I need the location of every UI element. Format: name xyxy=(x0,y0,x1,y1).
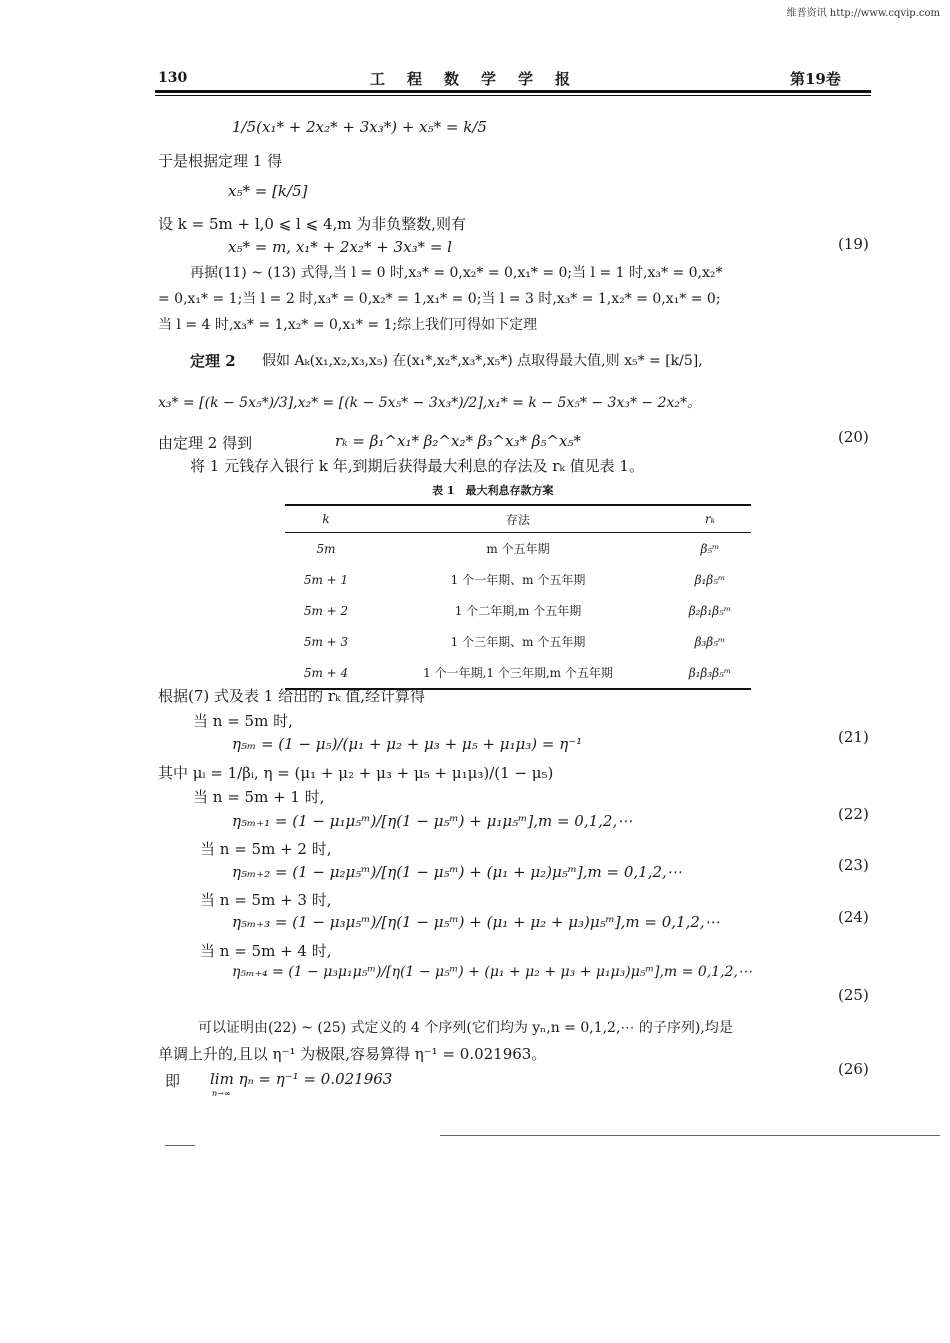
table-cell-method: 1 个一年期,1 个三年期,m 个五年期 xyxy=(423,666,613,680)
table-cell-method: 1 个二年期,m 个五年期 xyxy=(454,604,582,618)
paragraph-proof-line1: 可以证明由(22) ~ (25) 式定义的 4 个序列(它们均为 yₙ,n = 0,1,2,⋯ 的子序列),均是 xyxy=(198,1020,733,1036)
table-cell-k: 5m + 2 xyxy=(303,603,349,618)
paragraph-proof-line2: 单调上升的,且以 η⁻¹ 为极限,容易算得 η⁻¹ = 0.021963。 xyxy=(158,1045,547,1063)
journal-title: 工程数学学报 xyxy=(370,70,593,88)
watermark: 维普资讯 http://www.cqvip.com xyxy=(786,8,940,19)
theorem2-statement-line1: 假如 Aₖ(x₁,x₂,x₃,x₅) 在(x₁*,x₂*,x₃*,x₅*) 点取得最大值,则 x₅* = [k/5], xyxy=(262,353,703,369)
table-cell-rk: β₃β₅ᵐ xyxy=(694,634,726,649)
table-cell-k: 5m + 4 xyxy=(303,665,349,680)
table-cell-k: 5m + 3 xyxy=(303,634,349,649)
table-cell-rk: β₅ᵐ xyxy=(700,541,720,556)
table1 xyxy=(285,504,751,690)
equation-26-limit-subscript: n→∞ xyxy=(212,1089,231,1098)
equation-25: η₅ₘ₊₄ = (1 − μ₃μ₁μ₅ᵐ)/[η(1 − μ₅ᵐ) + (μ₁ + μ₂ + μ₃ + μ₁μ₃)μ₅ᵐ],m = 0,1,2,⋯ xyxy=(232,964,752,980)
table-row xyxy=(285,564,751,595)
equation-number-24: (24) xyxy=(838,908,869,926)
table-header-method: 存法 xyxy=(367,505,669,533)
equation-24: η₅ₘ₊₃ = (1 − μ₃μ₅ᵐ)/[η(1 − μ₅ᵐ) + (μ₁ + μ₂ + μ₃)μ₅ᵐ],m = 0,1,2,⋯ xyxy=(232,913,720,931)
equation-19: x₅* = m, x₁* + 2x₂* + 3x₃* = l xyxy=(228,238,452,256)
header-rule-thick xyxy=(155,90,871,93)
table-header-rk: rₖ xyxy=(669,505,751,533)
case-5m-plus-2: 当 n = 5m + 2 时, xyxy=(200,840,332,858)
case-5m-plus-4: 当 n = 5m + 4 时, xyxy=(200,942,332,960)
table1-title: 表 1 最大利息存款方案 xyxy=(432,484,554,497)
case-5m-plus-3: 当 n = 5m + 3 时, xyxy=(200,891,332,909)
equation-number-21: (21) xyxy=(838,728,869,746)
table-cell-method: m 个五年期 xyxy=(486,542,550,556)
equation-26: lim ηₙ = η⁻¹ = 0.021963 xyxy=(210,1070,393,1088)
equation-number-22: (22) xyxy=(838,805,869,823)
equation-number-26: (26) xyxy=(838,1060,869,1078)
table-cell-rk: β₁β₅ᵐ xyxy=(694,572,726,587)
text-ji: 即 xyxy=(165,1072,181,1090)
footer-rule-short xyxy=(165,1145,195,1146)
equation-number-19: (19) xyxy=(838,235,869,253)
paragraph-cases-line1: 再据(11) ~ (13) 式得,当 l = 0 时,x₃* = 0,x₂* = 0,x₁* = 0;当 l = 1 时,x₃* = 0,x₂* xyxy=(190,265,723,281)
table-cell-rk: β₂β₁β₅ᵐ xyxy=(688,603,732,618)
equation-top: 1/5(x₁* + 2x₂* + 3x₃*) + x₅* = k/5 xyxy=(232,118,487,136)
equation-23: η₅ₘ₊₂ = (1 − μ₂μ₅ᵐ)/[η(1 − μ₅ᵐ) + (μ₁ + μ₂)μ₅ᵐ],m = 0,1,2,⋯ xyxy=(232,863,682,881)
paragraph-cases-line2: = 0,x₁* = 1;当 l = 2 时,x₃* = 0,x₂* = 1,x₁* = 0;当 l = 3 时,x₃* = 1,x₂* = 0,x₁* = 0; xyxy=(158,291,721,307)
theorem2-label: 定理 2 xyxy=(190,352,236,370)
text-where-mu: 其中 μᵢ = 1/βᵢ, η = (μ₁ + μ₂ + μ₃ + μ₅ + μ₁μ₃)/(1 − μ₅) xyxy=(158,764,554,782)
equation-x5: x₅* = [k/5] xyxy=(228,182,308,200)
volume-label: 第19卷 xyxy=(790,70,841,88)
equation-20: rₖ = β₁^x₁* β₂^x₂* β₃^x₃* β₅^x₅* xyxy=(335,432,581,450)
table-cell-method: 1 个三年期、m 个五年期 xyxy=(450,635,586,649)
text-after-table: 根据(7) 式及表 1 给出的 rₖ 值,经计算得 xyxy=(158,687,426,705)
table-cell-k: 5m + 1 xyxy=(303,572,349,587)
table-row xyxy=(285,533,751,565)
case-5m-plus-1: 当 n = 5m + 1 时, xyxy=(193,788,325,806)
table-cell-rk: β₁β₃β₅ᵐ xyxy=(688,665,732,680)
table-cell-k: 5m xyxy=(316,541,336,556)
equation-number-23: (23) xyxy=(838,856,869,874)
equation-22: η₅ₘ₊₁ = (1 − μ₁μ₅ᵐ)/[η(1 − μ₅ᵐ) + μ₁μ₅ᵐ],m = 0,1,2,⋯ xyxy=(232,812,633,830)
text-theorem1-ref: 于是根据定理 1 得 xyxy=(158,152,283,170)
header-rule-thin xyxy=(155,95,871,96)
case-5m: 当 n = 5m 时, xyxy=(193,712,293,730)
footer-rule xyxy=(440,1135,940,1136)
table-header-k: k xyxy=(285,505,367,533)
equation-21: η₅ₘ = (1 − μ₅)/(μ₁ + μ₂ + μ₃ + μ₅ + μ₁μ₃) = η⁻¹ xyxy=(232,735,583,753)
text-set-k: 设 k = 5m + l,0 ⩽ l ⩽ 4,m 为非负整数,则有 xyxy=(158,215,467,233)
table-row xyxy=(285,595,751,626)
table-cell-method: 1 个一年期、m 个五年期 xyxy=(450,573,586,587)
theorem2-statement-line2: x₃* = [(k − 5x₅*)/3],x₂* = [(k − 5x₅* − 3x₃*)/2],x₁* = k − 5x₅* − 3x₃* − 2x₂*。 xyxy=(158,395,701,411)
table-row xyxy=(285,626,751,657)
paragraph-cases-line3: 当 l = 4 时,x₃* = 1,x₂* = 0,x₁* = 1;综上我们可得如下定理 xyxy=(158,317,538,333)
text-from-theorem2: 由定理 2 得到 xyxy=(158,434,253,452)
equation-number-25: (25) xyxy=(838,986,869,1004)
text-table-intro: 将 1 元钱存入银行 k 年,到期后获得最大利息的存法及 rₖ 值见表 1。 xyxy=(190,457,644,475)
equation-number-20: (20) xyxy=(838,428,869,446)
page-number: 130 xyxy=(158,70,188,86)
